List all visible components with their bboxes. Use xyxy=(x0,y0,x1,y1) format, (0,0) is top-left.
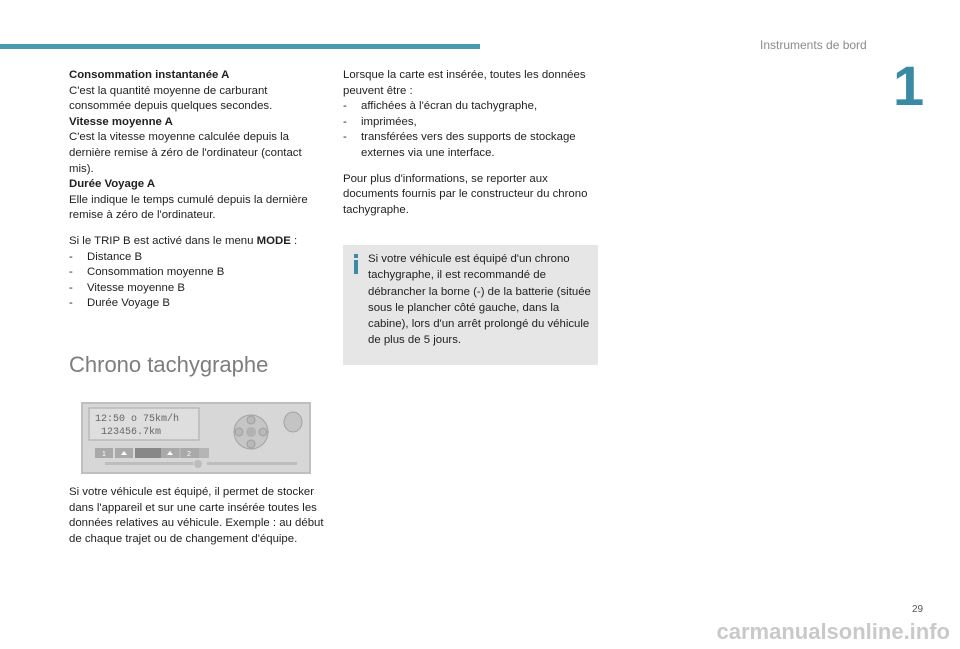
trip-list xyxy=(69,250,327,312)
arrow-down-button-icon xyxy=(247,440,255,448)
block-title: Vitesse moyenne A xyxy=(69,115,173,128)
arrow-right-button-icon xyxy=(259,428,267,436)
block-text: C'est la quantité moyenne de carburant consommée depuis quelques secondes. xyxy=(69,84,273,113)
list-item: - affichées à l'écran du tachygraphe, xyxy=(343,99,601,115)
right-column xyxy=(343,68,601,218)
list-item: - transférées vers des supports de stockage externes via une interface. xyxy=(343,130,601,161)
body-text: Si votre véhicule est équipé, il permet de stocker dans l'appareil et sur une carte insérée toutes les données relatives au véhicule. Exemple : au début de chaque trajet ou de changement d'équipe. xyxy=(69,486,324,545)
chapter-number: 1 xyxy=(893,54,925,117)
block-text: C'est la vitesse moyenne calculée depuis la dernière remise à zéro de l'ordinateur (contact mis). xyxy=(69,131,302,175)
list-item: - Durée Voyage B xyxy=(69,296,327,312)
section-title: Instruments de bord xyxy=(760,38,867,52)
list-item: - Vitesse moyenne B xyxy=(69,281,327,297)
section-heading: Chrono tachygraphe xyxy=(69,352,269,377)
slot1-label: 1 xyxy=(102,451,106,458)
display-line1b: o 75km/h xyxy=(131,414,180,425)
arrow-left-button-icon xyxy=(235,428,243,436)
watermark: carmanualsonline.info xyxy=(716,619,950,644)
left-column xyxy=(69,68,327,312)
header-accent-bar xyxy=(0,44,480,49)
trip-intro: Si le TRIP B est activé dans le menu MODE : xyxy=(69,234,298,247)
right-more: Pour plus d'informations, se reporter aux documents fournis par le constructeur du chrono tachygraphe. xyxy=(343,172,588,216)
info-icon xyxy=(351,254,361,276)
list-item: - imprimées, xyxy=(343,115,601,131)
tachograph-description xyxy=(69,485,327,547)
info-box xyxy=(343,245,598,365)
tachograph-illustration xyxy=(81,402,311,474)
page-number: 29 xyxy=(912,604,924,615)
right-intro: Lorsque la carte est insérée, toutes les données peuvent être : xyxy=(343,69,586,97)
slot2-label: 2 xyxy=(187,451,191,458)
block-title: Durée Voyage A xyxy=(69,178,156,191)
info-text: Si votre véhicule est équipé d'un chrono tachygraphe, il est recommandé de débrancher la borne (-) de la batterie (située sous le plancher côté gauche, dans la cabine), lors d'un arrêt prolongé du véhicule de plus de 5 jours. xyxy=(368,253,591,347)
arrow-up-button-icon xyxy=(247,416,255,424)
display-line1: 12:50 xyxy=(95,414,126,425)
block-title: Consommation instantanée A xyxy=(69,69,230,81)
list-item: - Distance B xyxy=(69,250,327,266)
block-text: Elle indique le temps cumulé depuis la dernière remise à zéro de l'ordinateur. xyxy=(69,193,308,222)
display-line2: 123456.7km xyxy=(101,427,162,438)
list-item: - Consommation moyenne B xyxy=(69,265,327,281)
right-list xyxy=(343,99,601,161)
